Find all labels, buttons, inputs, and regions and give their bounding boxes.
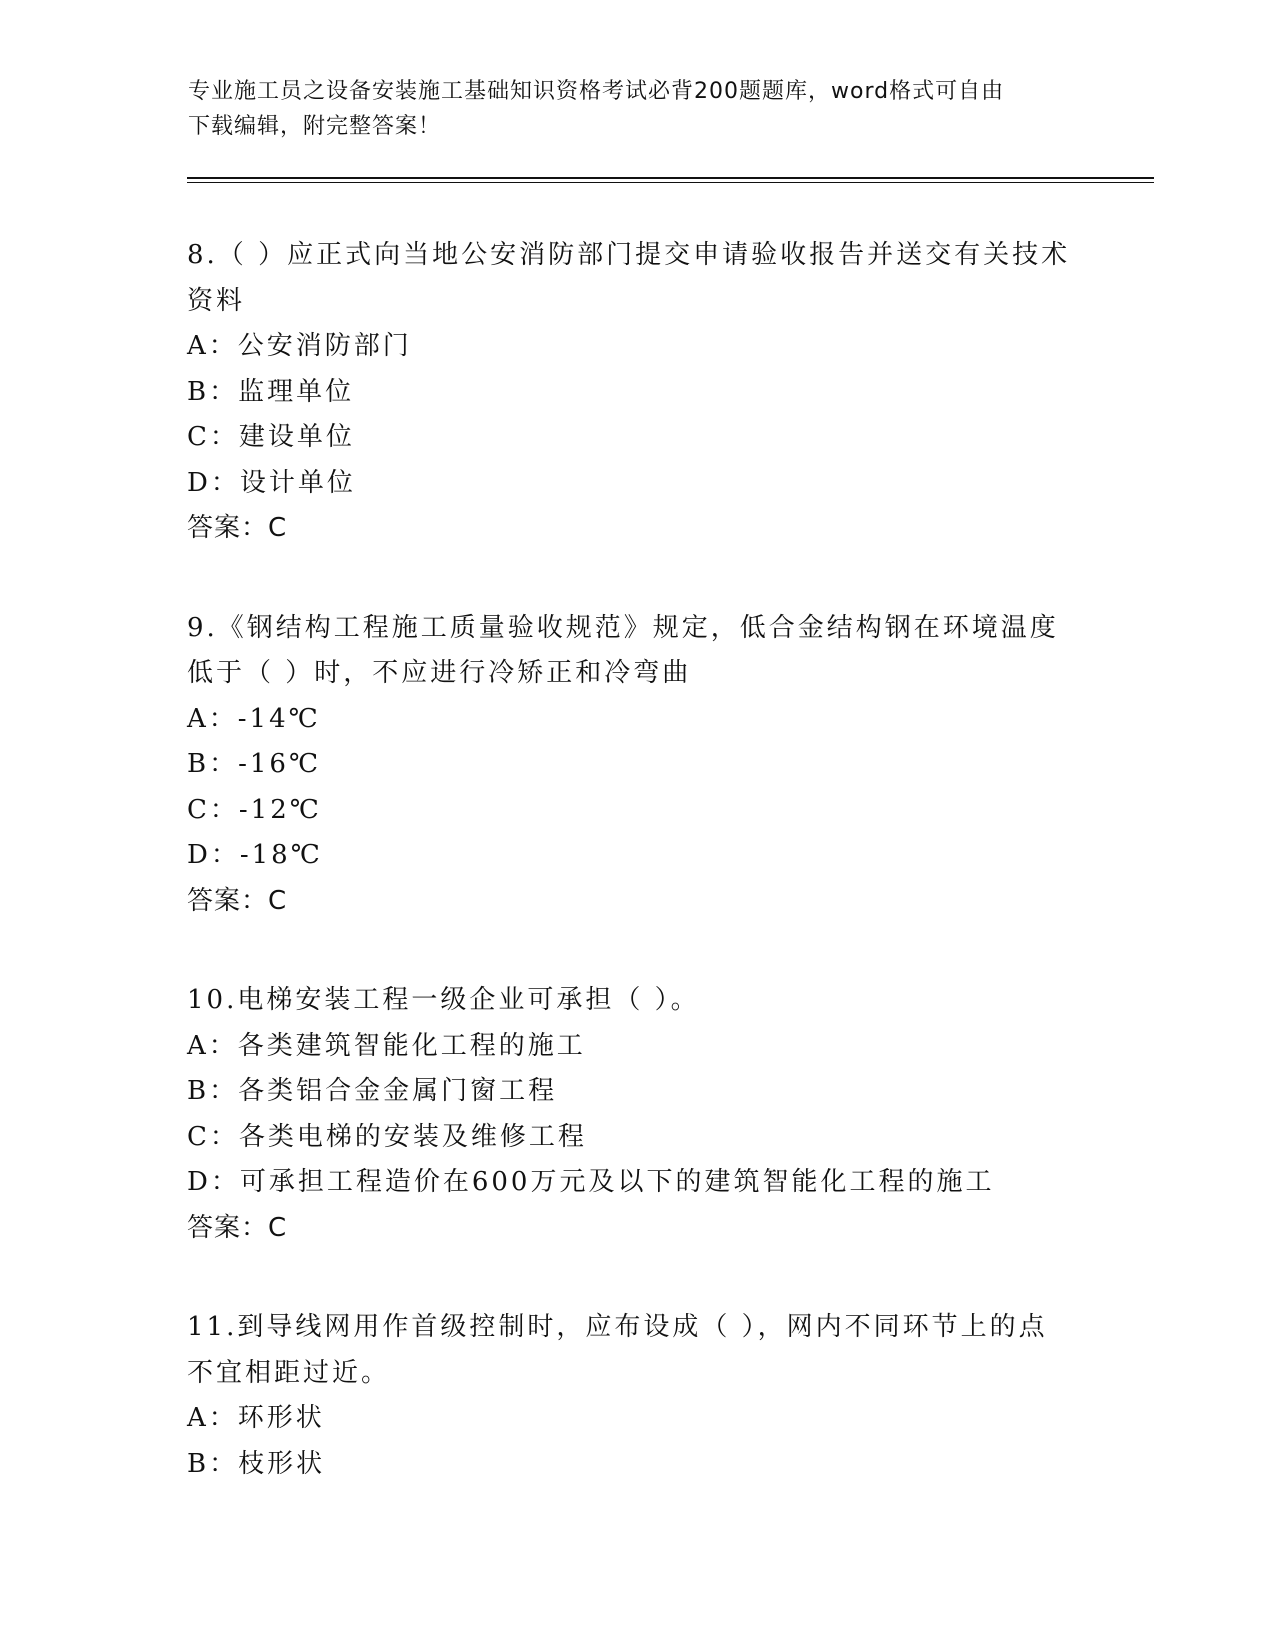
question-10	[187, 978, 1087, 1251]
option-c: C：建设单位	[187, 422, 355, 452]
option-b: B：枝形状	[187, 1448, 326, 1479]
question-stem-line: 9.《钢结构工程施工质量验收规范》规定，低合金结构钢在环境温度	[187, 612, 1059, 643]
option-b: B：监理单位	[187, 376, 355, 407]
answer-line: 答案：C	[187, 885, 288, 916]
header-divider-thin	[187, 182, 1154, 183]
document-header	[188, 74, 1068, 144]
option-b: B：各类铝合金金属门窗工程	[187, 1076, 558, 1106]
header-divider-thick	[187, 177, 1154, 179]
question-9	[187, 606, 1087, 925]
question-stem-line: 10.电梯安装工程一级企业可承担（ ）。	[187, 985, 700, 1015]
option-a: A：-14℃	[187, 703, 321, 734]
question-stem-line: 11.到导线网用作首级控制时，应布设成（ ），网内不同环节上的点	[187, 1312, 1048, 1342]
option-a: A：环形状	[187, 1403, 325, 1433]
question-stem-line: 资料	[187, 285, 246, 316]
question-8	[187, 233, 1087, 552]
question-stem-line: 低于（ ）时，不应进行冷矫正和冷弯曲	[187, 658, 692, 688]
answer-line: 答案：C	[187, 1212, 288, 1243]
option-a: A：各类建筑智能化工程的施工	[187, 1030, 586, 1061]
option-d: D：-18℃	[187, 840, 323, 870]
answer-line: 答案：C	[187, 513, 288, 543]
header-line-1: 专业施工员之设备安装施工基础知识资格考试必背200题题库，word格式可自由	[188, 79, 1005, 104]
question-11	[187, 1305, 1087, 1487]
option-d: D：设计单位	[187, 467, 356, 498]
option-c: C：-12℃	[187, 794, 322, 825]
question-stem-line: 8.（ ）应正式向当地公安消防部门提交申请验收报告并送交有关技术	[187, 240, 1071, 270]
header-line-2: 下载编辑，附完整答案！	[188, 114, 442, 139]
question-list	[187, 233, 1087, 1541]
option-c: C：各类电梯的安装及维修工程	[187, 1121, 587, 1152]
option-d: D：可承担工程造价在600万元及以下的建筑智能化工程的施工	[187, 1167, 995, 1197]
option-b: B：-16℃	[187, 749, 322, 779]
question-stem-line: 不宜相距过近。	[187, 1357, 391, 1388]
option-a: A：公安消防部门	[187, 331, 412, 361]
